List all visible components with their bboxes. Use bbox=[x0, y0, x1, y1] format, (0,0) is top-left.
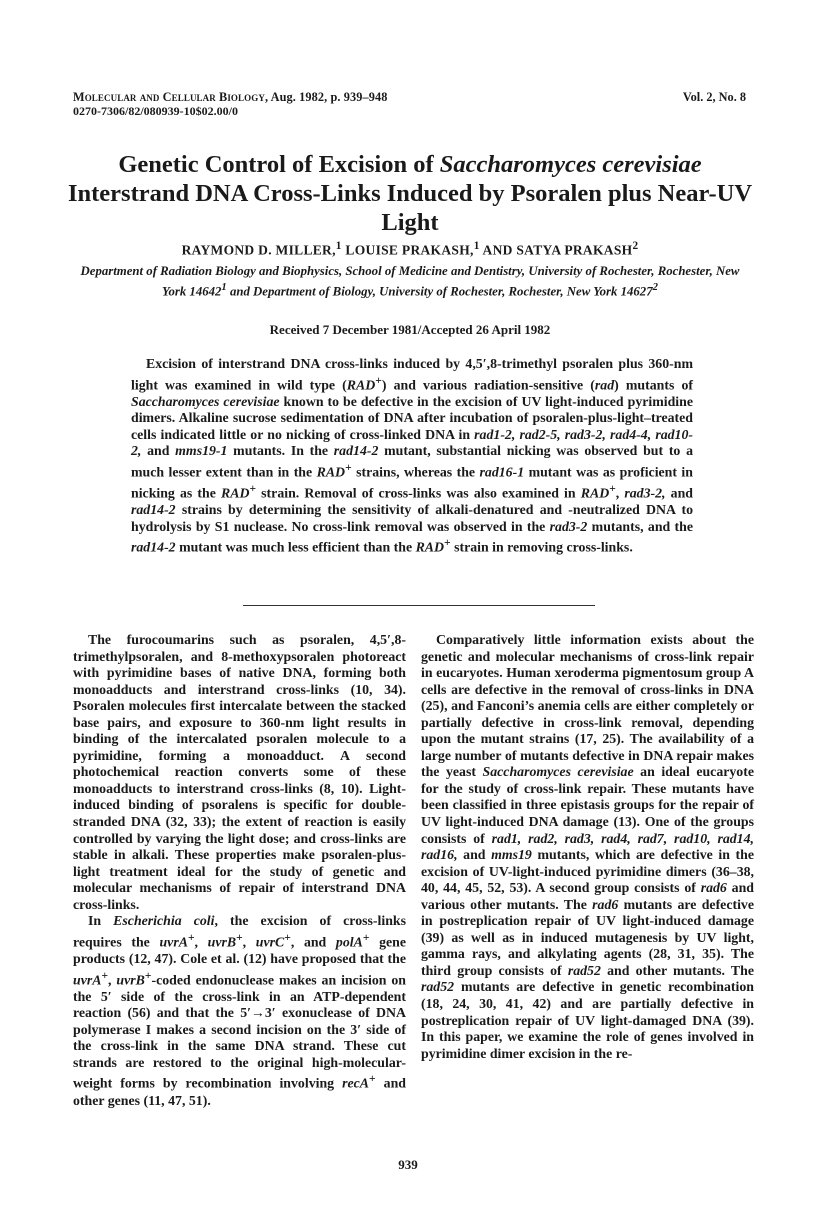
italic-term: rad1, rad2, rad3, rad4, rad7, rad10, rad14, rad16, bbox=[421, 830, 754, 863]
text-run: and bbox=[457, 847, 492, 863]
superscript: + bbox=[369, 1073, 376, 1086]
italic-term: rad6 bbox=[700, 880, 727, 896]
italic-term: uvrA bbox=[159, 934, 188, 950]
italic-term: mms19 bbox=[491, 847, 532, 863]
affiliation-mark-1: 1 bbox=[221, 281, 227, 293]
author-name: AND SATYA PRAKASH bbox=[479, 242, 633, 258]
doi: 0270-7306/82/080939-10$02.00/0 bbox=[73, 104, 238, 118]
body-column-right bbox=[421, 632, 754, 1062]
italic-term: Saccharomyces cerevisiae bbox=[131, 393, 280, 409]
text-run: strains by determining the sensitivity of alkali-denatured and -neutralized DNA to hydrolysis by S1 nuclease. No cross-link removal was observed in the bbox=[131, 502, 693, 534]
italic-term: rad3-2 bbox=[549, 518, 588, 534]
italic-term: rad bbox=[594, 377, 615, 393]
text-run: ) mutants of bbox=[614, 377, 694, 393]
affiliation-mark-2: 2 bbox=[652, 281, 658, 293]
text-run: and other mutants. The bbox=[600, 962, 754, 978]
article-title bbox=[60, 150, 760, 237]
text-run: and bbox=[665, 485, 693, 501]
author-name: LOUISE PRAKASH, bbox=[341, 242, 474, 258]
text-run: strain. Removal of cross-links was also examined in bbox=[256, 485, 581, 501]
paragraph bbox=[73, 632, 406, 913]
italic-term: uvrC bbox=[255, 934, 285, 950]
title-part-2: Interstrand DNA Cross-Links Induced by Psoralen plus Near-UV Light bbox=[67, 180, 753, 236]
text-run: , bbox=[194, 934, 208, 950]
italic-term: RAD bbox=[415, 539, 445, 555]
affiliation bbox=[70, 264, 750, 299]
affiliation-part-1: Department of Radiation Biology and Biophysics, School of Medicine and Dentistry, University of Rochester, Rochester, New York 14642 bbox=[80, 264, 740, 298]
author-affiliation-mark: 1 bbox=[473, 240, 480, 252]
text-run: , bbox=[108, 972, 117, 988]
superscript: + bbox=[144, 969, 152, 982]
body-column-left bbox=[73, 632, 406, 1109]
abstract bbox=[131, 356, 693, 556]
affiliation-part-2: and Department of Biology, University of Rochester, Rochester, New York 14627 bbox=[226, 283, 653, 298]
text-run: and various other mutants. The bbox=[421, 880, 754, 912]
superscript: + bbox=[609, 483, 616, 496]
italic-term: rad14-2 bbox=[131, 502, 176, 518]
text-run: Excision of interstrand DNA cross-links induced by 4,5′,8-trimethyl psoralen plus 360-nm light was examined in wild type ( bbox=[131, 356, 693, 393]
text-run: mutant, substantial nicking was observed but to a much lesser extent than in the bbox=[131, 443, 693, 480]
italic-term: rad14-2 bbox=[131, 539, 176, 555]
text-run: In bbox=[88, 913, 114, 929]
italic-term: polA bbox=[335, 934, 363, 950]
title-organism: Saccharomyces cerevisiae bbox=[439, 151, 702, 178]
italic-term: RAD bbox=[221, 485, 250, 501]
volume-info: Vol. 2, No. 8 bbox=[682, 90, 746, 104]
author-affiliation-mark: 1 bbox=[335, 240, 342, 252]
text-run: mutants. In the bbox=[227, 443, 334, 459]
text-run: mutants, and the bbox=[587, 518, 693, 534]
text-run: -coded endonuclease makes an incision on the 5′ side of the cross-link in an ATP-dependent reaction (56) and that the 5′→3′ exonuclease of DNA polymerase I makes a second incision on the 3′ side of the cross-link in the same DNA strand. These cut strands are restored to the original high-molecular-weight forms by recombination involving bbox=[73, 972, 407, 1092]
paragraph bbox=[73, 913, 406, 1109]
superscript: + bbox=[236, 931, 243, 944]
superscript: + bbox=[444, 537, 451, 550]
superscript: + bbox=[362, 931, 370, 944]
italic-term: rad6 bbox=[592, 896, 619, 912]
italic-term: uvrB bbox=[207, 934, 237, 950]
paragraph bbox=[421, 632, 754, 1062]
text-run: Comparatively little information exists about the genetic and molecular mechanisms of cross-link repair in eucaryotes. Human xeroderma pigmentosum group A cells are defective in the removal of cross-links in DNA (25), and Fanconi’s anemia cells are either completely or partially defective in cross-link removal, depending upon the mutant strains (17, 25). The availability of a large number of mutants defective in DNA repair makes the yeast bbox=[421, 632, 754, 780]
text-run: strains, whereas the bbox=[351, 464, 480, 480]
italic-term: rad16-1 bbox=[479, 464, 525, 480]
text-run: known to be defective in the excision of UV light-induced pyrimidine dimers. Alkaline sucrose sedimentation of DNA after incubation of psoralen-plus-light–treated cells indicated little or no nicking of cross-linked DNA in bbox=[131, 393, 693, 442]
italic-term: uvrA bbox=[73, 972, 102, 988]
section-divider bbox=[243, 605, 595, 606]
author-affiliation-mark: 2 bbox=[632, 240, 639, 252]
author-list bbox=[60, 240, 760, 259]
issue-info: , Aug. 1982, p. 939–948 bbox=[264, 90, 388, 104]
text-run: ) and various radiation-sensitive ( bbox=[381, 377, 595, 393]
text-run: , bbox=[615, 485, 625, 501]
italic-term: recA bbox=[342, 1076, 370, 1092]
superscript: + bbox=[345, 461, 352, 474]
italic-term: rad52 bbox=[421, 979, 455, 995]
page-number: 939 bbox=[398, 1157, 418, 1172]
italic-term: RAD bbox=[580, 485, 610, 501]
title-part-1: Genetic Control of Excision of bbox=[118, 151, 440, 178]
superscript: + bbox=[284, 931, 291, 944]
italic-term: Escherichia coli bbox=[113, 913, 215, 929]
italic-term: RAD bbox=[346, 377, 376, 393]
italic-term: mms19-1 bbox=[175, 443, 228, 459]
italic-term: uvrB bbox=[116, 972, 145, 988]
text-run: mutants, which are defective in the excision of UV-light-induced pyrimidine dimers (36–38, 40, 44, 45, 52, 53). A second group consists of bbox=[421, 847, 754, 896]
text-run: , bbox=[242, 934, 256, 950]
italic-term: rad52 bbox=[567, 962, 601, 978]
text-run: mutant was much less efficient than the bbox=[175, 539, 416, 555]
italic-term: rad1-2, rad2-5, rad3-2, rad4-4, rad10-2, bbox=[131, 426, 693, 459]
author-name: RAYMOND D. MILLER, bbox=[181, 242, 336, 258]
italic-term: rad14-2 bbox=[333, 443, 379, 459]
text-run: an ideal eucaryote for the study of cross-link repair. These mutants have been classified in three epistasis groups for the repair of UV light-induced DNA damage (13). One of the groups consists of bbox=[421, 764, 754, 846]
journal-name: Molecular and Cellular Biology bbox=[73, 90, 265, 104]
text-run: and other genes (11, 47, 51). bbox=[73, 1076, 406, 1108]
italic-term: RAD bbox=[316, 464, 346, 480]
superscript: + bbox=[187, 931, 195, 944]
italic-term: Saccharomyces cerevisiae bbox=[482, 764, 634, 780]
text-run: , and bbox=[290, 934, 336, 950]
text-run: mutants are defective in postreplication repair of UV light-induced damage (39) as well as in induced mutagenesis by UV light, gamma rays, and alkylating agents (28, 31, 35). The third group consists of bbox=[421, 896, 754, 978]
text-run: The furocoumarins such as psoralen, 4,5′,8-trimethylpsoralen, and 8-methoxypsoralen photoreact with pyrimidine bases of native DNA, forming both monoadducts and interstrand cross-links (10, 34). Psoralen molecules first intercalate between the stacked base pairs, and exposure to 360-nm light results in binding of the intercalated psoralen molecule to a pyrimidine, forming a monoadduct. A second photochemical reaction converts some of these monoadducts to interstrand cross-links (8, 10). Light-induced binding of psoralens is specific for double-stranded DNA (32, 33); the extent of reaction is easily controlled by varying the light dose; and cross-links are stable in alkali. These properties make psoralen-plus-light treatment ideal for the study of genetic and molecular mechanisms of repair of interstrand DNA cross-links. bbox=[73, 632, 406, 912]
text-run: and bbox=[141, 443, 176, 459]
superscript: + bbox=[249, 483, 257, 496]
text-run: strain in removing cross-links. bbox=[450, 539, 633, 555]
received-dates: Received 7 December 1981/Accepted 26 April 1982 bbox=[269, 322, 551, 337]
journal-citation bbox=[73, 90, 388, 105]
text-run: gene products (12, 47). Cole et al. (12) have proposed that the bbox=[73, 934, 406, 966]
text-run: mutant was as proficient in nicking as the bbox=[131, 464, 693, 501]
text-run: mutants are defective in genetic recombination (18, 24, 30, 41, 42) and are partially defective in postreplication repair of UV light-damaged DNA (39). In this paper, we examine the role of genes involved in pyrimidine dimer excision in the re- bbox=[421, 979, 754, 1061]
italic-term: rad3-2, bbox=[624, 485, 666, 501]
text-run: , the excision of cross-links requires the bbox=[73, 913, 406, 950]
superscript: + bbox=[101, 969, 109, 982]
superscript: + bbox=[375, 374, 382, 387]
